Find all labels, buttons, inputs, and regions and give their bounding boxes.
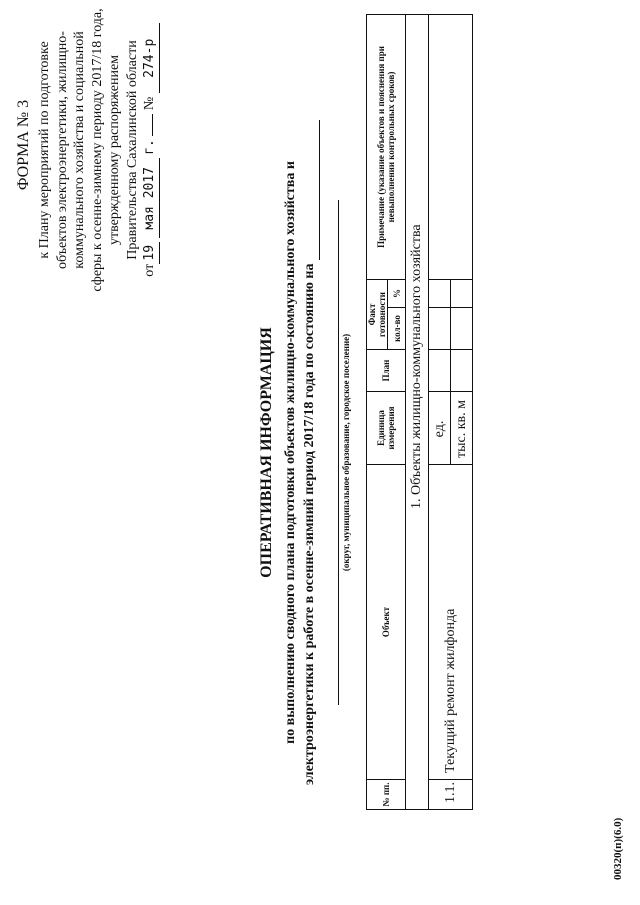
cell-plan (429, 350, 451, 392)
col-header-fact-pct: % (388, 280, 406, 308)
date-month-year: мая 2017 (141, 158, 160, 238)
cell-fact-pct (451, 280, 473, 308)
cell-object: Текущий ремонт жилфонда (429, 465, 473, 780)
table-row (429, 15, 451, 810)
number-label: № (142, 96, 157, 111)
date-fill-blank (300, 120, 320, 260)
cell-unit: ед. (429, 392, 451, 465)
cell-fact-pct (429, 280, 451, 308)
col-header-fact: Факт готовности (367, 280, 388, 350)
cell-fact-qty (451, 308, 473, 350)
form-line: коммунального хозяйства и социальной (72, 31, 87, 269)
subtitle-line: электроэнергетики к работе в осенне-зимний период 2017/18 года по состоянию на (300, 0, 320, 905)
form-line: к Плану мероприятий по подготовке (37, 41, 52, 259)
form-approval-block (36, 0, 160, 300)
col-header-object: Объект (367, 465, 406, 780)
form-line: объектов электроэнергетики, жилищно- (54, 31, 70, 269)
report-table (366, 14, 473, 810)
territory-note: (округ, муниципальное образование, городское поселение) (338, 200, 351, 705)
form-line: сферы к осенне-зимнему периоду 2017/18 года, (89, 8, 105, 292)
section-row: 1. Объекты жилищно-коммунального хозяйства (406, 15, 429, 810)
document-title: ОПЕРАТИВНАЯ ИНФОРМАЦИЯ (258, 327, 275, 578)
cell-fact-qty (429, 308, 451, 350)
date-blank (152, 114, 153, 136)
col-header-unit: Единица измерения (367, 392, 406, 465)
subtitle-line: по выполнению сводного плана подготовки объектов жилищно-коммунального хозяйства и (283, 161, 298, 744)
date-day: 19 (141, 242, 160, 264)
form-title: ФОРМА № 3 (15, 99, 32, 191)
document-subtitle (281, 0, 320, 905)
cell-plan (451, 350, 473, 392)
form-line: Правительства Сахалинской области (124, 40, 140, 260)
number-value: 274-р (141, 23, 160, 93)
date-prefix: от (142, 263, 157, 277)
col-header-fact-qty: кол-во (388, 308, 406, 350)
cell-remark (429, 15, 473, 280)
cell-no: 1.1. (429, 780, 473, 810)
col-header-plan: План (367, 350, 406, 392)
col-header-no: № пп. (367, 780, 406, 810)
form-date-line (141, 0, 160, 300)
date-suffix: г. (142, 139, 157, 155)
form-line: утвержденному распоряжением (107, 54, 122, 246)
cell-unit: тыс. кв. м (451, 392, 473, 465)
col-header-remark: Примечание (указание объектов и пояснения при невыполнении контрольных сроков) (367, 15, 406, 280)
document-code: 00320(п)(6.0) (612, 817, 624, 880)
